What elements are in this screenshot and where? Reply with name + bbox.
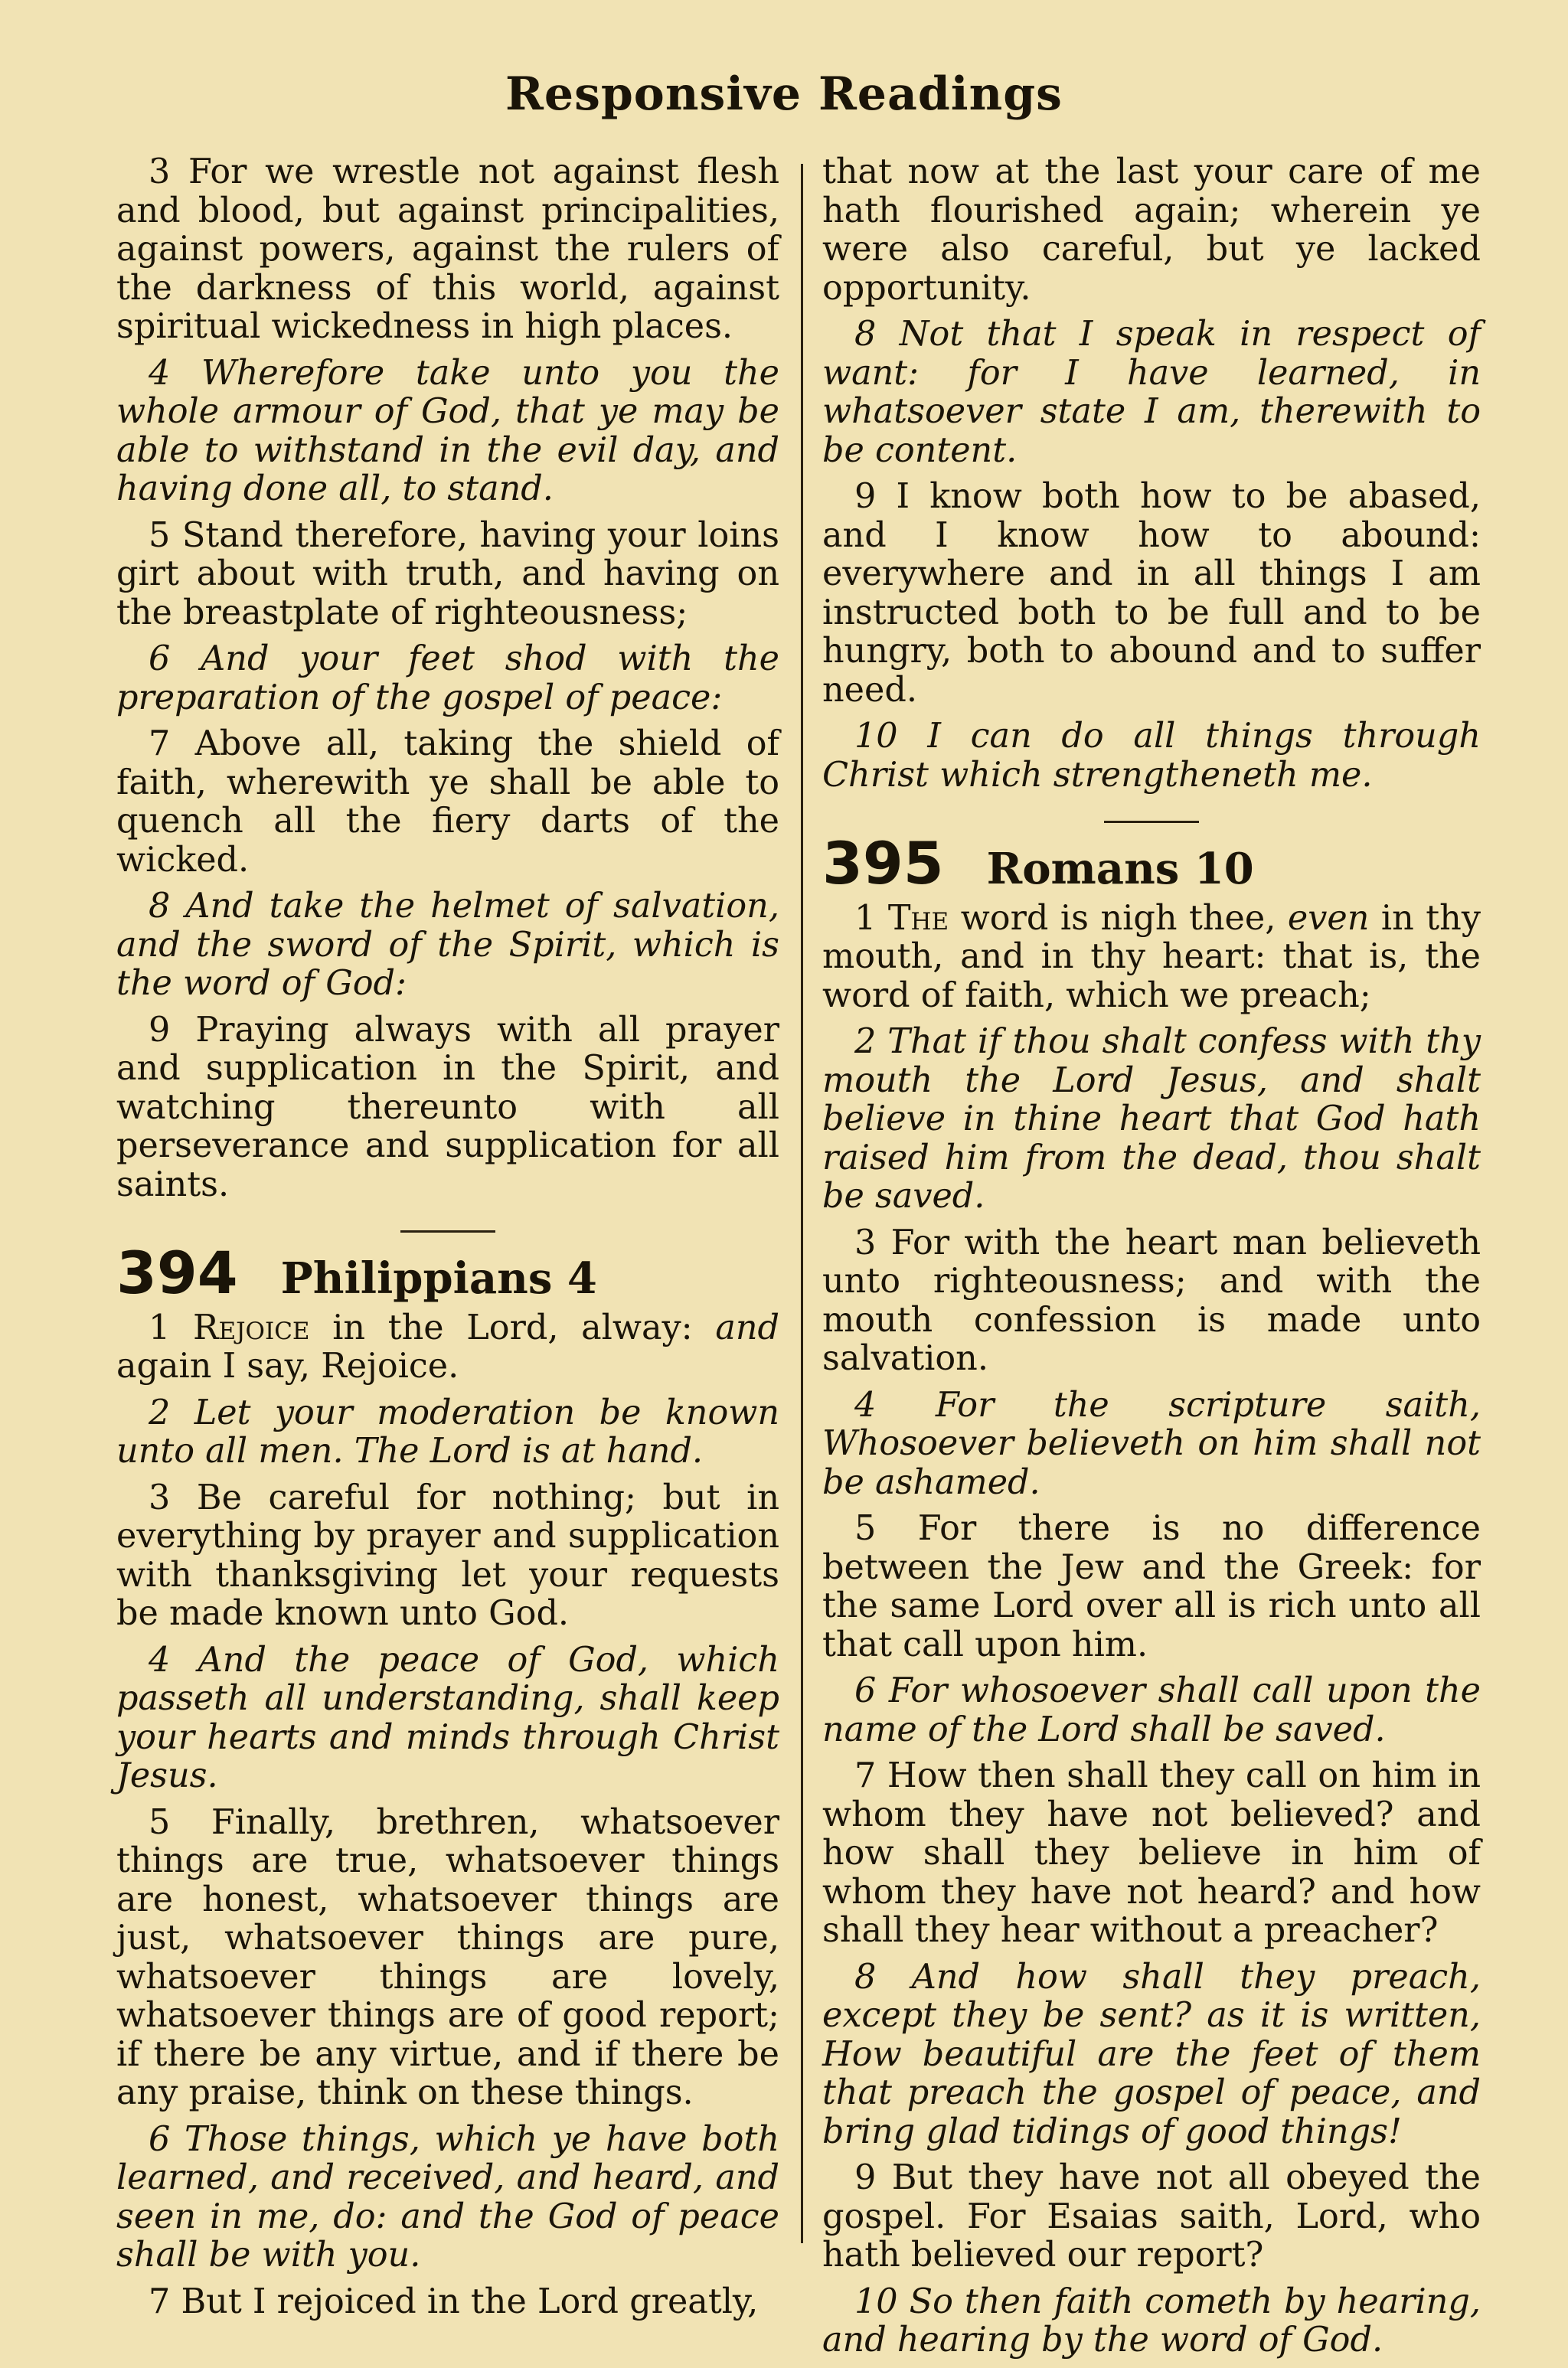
verse-paragraph: 6 And your feet shod with the preparation of the gospel of peace:	[116, 639, 779, 717]
verse-paragraph: 3 For we wrestle not against flesh and blood, but against principalities, against powers, against the rulers of the darkness of this world, against spiritual wickedness in high places.	[116, 152, 779, 346]
verse-first-word: Rejoice	[192, 1308, 310, 1347]
section-number: 395	[822, 829, 944, 897]
verse-paragraph: 3 For with the heart man believeth unto righteousness; and with the mouth confession is made unto salvation.	[822, 1223, 1481, 1378]
verse-paragraph	[822, 900, 1481, 1016]
verse-text: again I say, Rejoice.	[116, 1347, 459, 1386]
section-separator	[1104, 821, 1199, 823]
verse-paragraph: 3 Be careful for nothing; but in everything by prayer and supplication with thanksgiving let your requests be made known unto God.	[116, 1478, 779, 1633]
verse-paragraph: 8 And how shall they preach, except they be sent? as it is written, How beautiful are the feet of them that preach the gospel of peace, and bring glad tidings of good things!	[822, 1957, 1481, 2151]
verse-paragraph: 7 But I rejoiced in the Lord greatly,	[149, 2281, 759, 2321]
verse-text: in the Lord, alway:	[309, 1308, 716, 1347]
verse-text: in thy mouth, and in thy heart: that is, the word of faith, which we preach;	[822, 898, 1481, 1015]
verse-paragraph: 5 Finally, brethren, whatsoever things are true, whatsoever things are honest, whatsoever things are just, whatsoever things are pure, whatsoever things are lovely, whatsoever things are of good report; if there be any virtue, and if there be any praise, think on these things.	[116, 1802, 779, 2112]
verse-number: 1	[149, 1308, 171, 1347]
section-title: Romans 10	[986, 844, 1254, 894]
verse-first-word: The	[887, 898, 949, 938]
verse-paragraph: 10 So then faith cometh by hearing, and hearing by the word of God.	[822, 2281, 1481, 2360]
verse-paragraph: 4 Wherefore take unto you the whole armour of God, that ye may be able to withstand in the evil day, and having done all, to stand.	[116, 353, 779, 508]
verse-paragraph: 7 Above all, taking the shield of faith, wherewith ye shall be able to quench all the fiery darts of the wicked.	[116, 724, 779, 880]
verse-paragraph: 7 How then shall they call on him in whom they have not believed? and how shall they believe in him of whom they have not heard? and how shall they hear without a preacher?	[822, 1756, 1481, 1950]
verse-paragraph	[116, 1309, 779, 1387]
section-394-verses	[116, 1394, 779, 2322]
verse-paragraph: 6 For whosoever shall call upon the name of the Lord shall be saved.	[822, 1671, 1481, 1749]
section-395-verses	[822, 1023, 1481, 2360]
verse-paragraph: 10 I can do all things through Christ which strengtheneth me.	[822, 717, 1481, 795]
verse-paragraph: 8 Not that I speak in respect of want: for I have learned, in whatsoever state I am, therewith to be content.	[822, 315, 1481, 470]
verse-paragraph: 4 For the scripture saith, Whosoever believeth on him shall not be ashamed.	[822, 1385, 1481, 1502]
verse-paragraph: that now at the last your care of me hath flourished again; wherein ye were also careful, but ye lacked opportunity.	[822, 152, 1481, 308]
right-column	[822, 153, 1481, 2368]
verse-paragraph: 9 I know both how to be abased, and I know how to abound: everywhere and in all things I am instructed both to be full and to be hungry, both to abound and to suffer need.	[822, 477, 1481, 710]
section-395-heading	[822, 829, 1481, 897]
section-number: 394	[116, 1239, 238, 1307]
verse-paragraph: 2 That if thou shalt confess with thy mouth the Lord Jesus, and shalt believe in thine heart that God hath raised him from the dead, thou shalt be saved.	[822, 1022, 1481, 1216]
page-header: Responsive Readings	[505, 67, 1063, 121]
verse-paragraph: 5 Stand therefore, having your loins girt about with truth, and having on the breastplate of righteousness;	[116, 515, 779, 632]
verse-paragraph: 8 And take the helmet of salvation, and the sword of the Spirit, which is the word of God:	[116, 887, 779, 1003]
verse-paragraph: 2 Let your moderation be known unto all men. The Lord is at hand.	[116, 1393, 779, 1471]
verse-paragraph: 9 Praying always with all prayer and supplication in the Spirit, and watching thereunto with all perseverance and supplication for all saints.	[116, 1010, 779, 1204]
verse-italic: even	[1287, 898, 1370, 938]
left-column	[116, 153, 779, 2329]
section-separator	[400, 1230, 495, 1233]
left-top-verses	[116, 153, 779, 1204]
verse-paragraph: 9 But they have not all obeyed the gospel. For Esaias saith, Lord, who hath believed our report?	[822, 2158, 1481, 2275]
verse-italic: and	[715, 1308, 779, 1347]
verse-number: 1	[854, 898, 877, 938]
section-title: Philippians 4	[280, 1253, 597, 1304]
section-394-heading	[116, 1239, 779, 1307]
verse-text: word is nigh thee,	[949, 898, 1288, 938]
verse-paragraph: 5 For there is no difference between the Jew and the Greek: for the same Lord over all is rich unto all that call upon him.	[822, 1509, 1481, 1664]
verse-paragraph: 4 And the peace of God, which passeth all understanding, shall keep your hearts and minds through Christ Jesus.	[116, 1640, 779, 1795]
right-top-verses	[822, 153, 1481, 795]
verse-paragraph: 6 Those things, which ye have both learned, and received, and heard, and seen in me, do: and the God of peace shall be with you.	[116, 2119, 779, 2275]
column-divider	[801, 164, 803, 2243]
